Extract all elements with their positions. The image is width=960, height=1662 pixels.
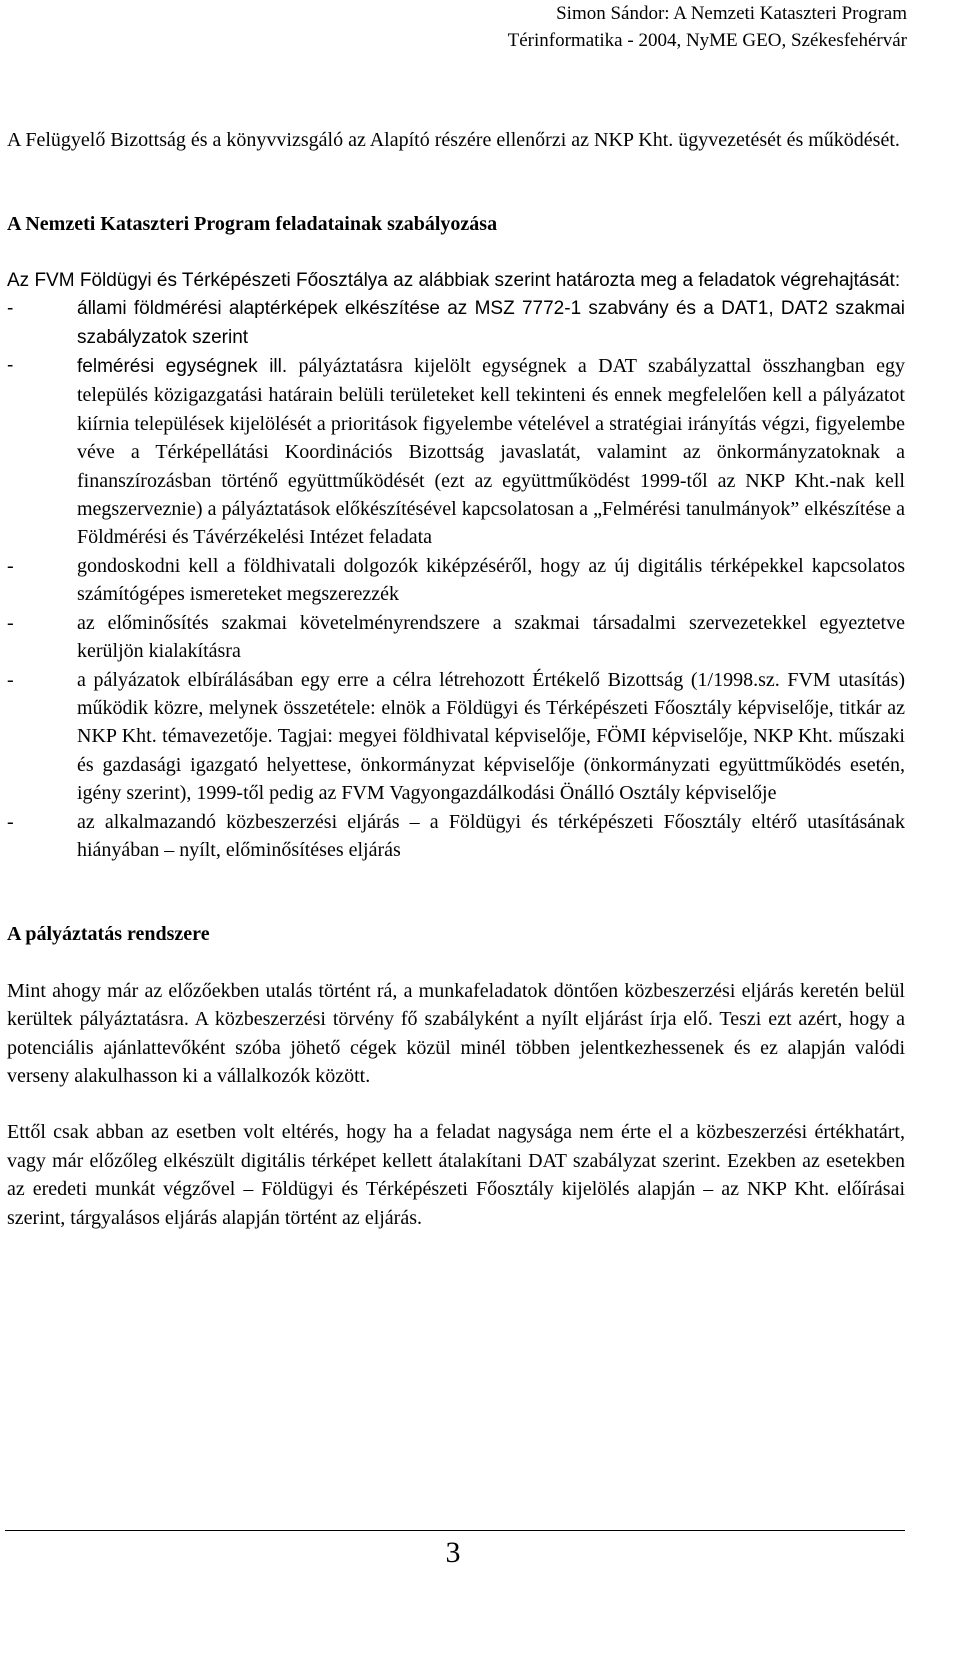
list-item bbox=[7, 552, 905, 609]
running-header bbox=[508, 0, 907, 54]
list-item bbox=[7, 295, 905, 352]
paragraph-tender-system-2: Ettől csak abban az esetben volt eltérés, hogy ha a feladat nagysága nem érte el a közbeszerzési értékhatárt, vagy már előzőleg elkészült digitális térképet kellett átalakítani DAT szabályzat szerint. Ezekben az esetekben az eredeti munkát végzővel – Földügyi és Térképészeti Főosztály kijelölés alapján – az NKP Kht. előírásai szerint, tárgyalásos eljárás alapján történt az eljárás. bbox=[7, 1121, 905, 1229]
list-dash: - bbox=[7, 810, 14, 833]
paragraph-supervision: A Felügyelő Bizottság és a könyvvizsgáló az Alapító részére ellenőrzi az NKP Kht. ügyvezetését és működését. bbox=[7, 129, 900, 151]
list-item bbox=[7, 352, 905, 552]
header-conference: Térinformatika - 2004, NyME GEO, Székesfehérvár bbox=[507, 30, 907, 51]
list-item-text-sans: felmérési egységnek ill. bbox=[77, 356, 288, 378]
page-number: 3 bbox=[445, 1536, 461, 1569]
list-item-text: pályáztatásra kijelölt egységnek a DAT szabályzattal összhangban egy település közigazgatási határain belüli területeket kell tekinteni és ennek megfelelően kell a pályázatot kiírnia települések kijelölését a prioritások figyelembe vételével a stratégiai irányítás végzi, figyelembe véve a Térképellátási Koordinációs Bizottság javaslatát, valamint az önkormányzatoknak a finanszírozásban történő együttműködését (ezt az együttműködést 1999-től az NKP Kht.-nak kell megszerveznie) a pályáztatások előkészítésével kapcsolatosan a „Felmérési tanulmányok” elkészítése a Földmérési és Távérzékelési Intézet feladata bbox=[77, 355, 905, 549]
list-item-text: a pályázatok elbírálásában egy erre a célra létrehozott Értékelő Bizottság (1/1998.sz. FVM utasítás) működik közre, melynek összetétele: elnök a Földügyi és Térképészeti Főosztály képviselője, titkár az NKP Kht. témavezetője. Tagjai: megyei földhivatal képviselője, FÖMI képviselője, NKP Kht. műszaki és gazdasági igazgató helyettese, önkormányzat képviselője (önkormányzati együttműködés esetén, igény szerint), 1999-től pedig az FVM Vagyongazdálkodási Önálló Osztály képviselője bbox=[77, 668, 905, 805]
list-dash: - bbox=[7, 611, 14, 634]
page-body bbox=[7, 126, 905, 1232]
header-author-title: Simon Sándor: A Nemzeti Kataszteri Program bbox=[556, 3, 907, 24]
list-dash: - bbox=[7, 554, 14, 577]
list-item bbox=[7, 609, 905, 666]
list-item-text: állami földmérési alaptérképek elkészítése az MSZ 7772-1 szabvány és a DAT1, DAT2 szakmai szabályzatok szerint bbox=[77, 298, 905, 348]
list-item-text: gondoskodni kell a földhivatali dolgozók kiképzéséről, hogy az új digitális térképekkel kapcsolatos számítógépes ismereteket megszerezzék bbox=[77, 554, 905, 606]
heading-regulation: A Nemzeti Kataszteri Program feladatainak szabályozása bbox=[7, 213, 498, 236]
paragraph-intro: Az FVM Földügyi és Térképészeti Főosztálya az alábbiak szerint határozta meg a feladatok végrehajtását: bbox=[7, 269, 901, 291]
list-item-text: az előminősítés szakmai követelményrendszere a szakmai társadalmi szervezetekkel egyeztetve kerüljön kialakításra bbox=[77, 611, 905, 663]
list-dash: - bbox=[7, 298, 14, 320]
list-item bbox=[7, 808, 905, 865]
list-item bbox=[7, 666, 905, 808]
list-dash: - bbox=[7, 355, 14, 377]
footer-divider bbox=[5, 1530, 905, 1531]
list-item-text: az alkalmazandó közbeszerzési eljárás – a Földügyi és térképészeti Főosztály eltérő utasításának hiányában – nyílt, előminősítéses eljárás bbox=[77, 810, 905, 861]
list-dash: - bbox=[7, 668, 14, 691]
heading-tender-system: A pályáztatás rendszere bbox=[7, 923, 210, 946]
task-list bbox=[7, 295, 905, 864]
paragraph-tender-system-1: Mint ahogy már az előzőekben utalás történt rá, a munkafeladatok döntően közbeszerzési eljárás keretén belül kerültek pályáztatásra. A közbeszerzési törvény fő szabályként a nyílt eljárást írja elő. Teszi ezt azért, hogy a potenciális ajánlattevőként szóba jöhető cégek közül minél többen jelentkezhessenek és ez alapján valódi verseny alakulhasson ki a vállalkozók között. bbox=[7, 979, 905, 1087]
